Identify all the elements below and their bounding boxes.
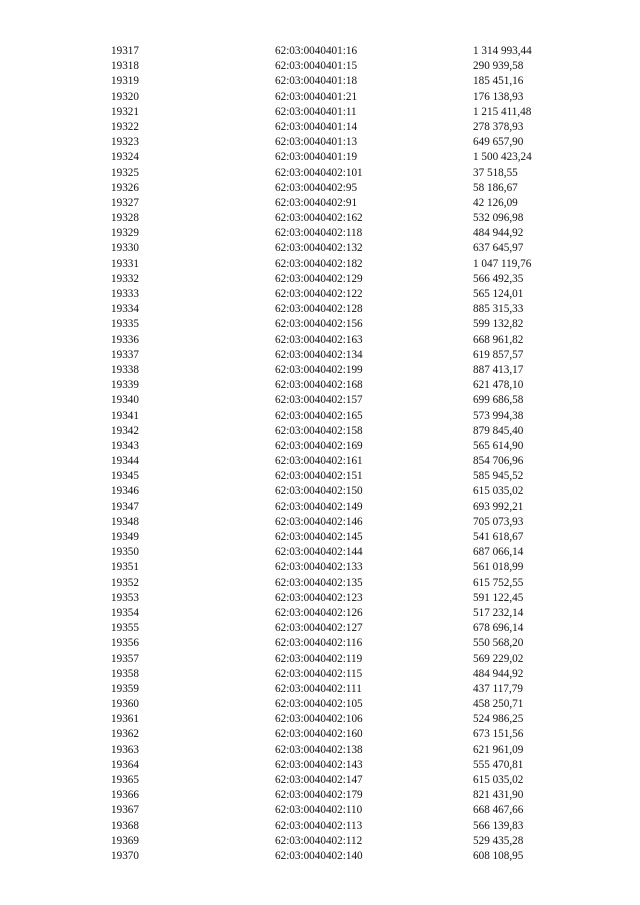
cadastral-value: 619 857,57 — [473, 348, 524, 361]
row-number: 19353 — [111, 591, 139, 604]
cadastral-value: 573 994,38 — [473, 409, 524, 422]
cadastral-number: 62:03:0040402:162 — [275, 212, 363, 225]
cadastral-number: 62:03:0040402:149 — [275, 500, 363, 513]
row-number: 19338 — [111, 363, 139, 376]
row-number: 19352 — [111, 576, 139, 589]
table-row — [0, 135, 640, 150]
cadastral-number: 62:03:0040402:182 — [275, 257, 363, 270]
cadastral-value: 569 229,02 — [473, 652, 524, 665]
cadastral-value: 687 066,14 — [473, 546, 524, 559]
cadastral-number: 62:03:0040402:112 — [275, 834, 363, 847]
cadastral-value: 561 018,99 — [473, 561, 524, 574]
cadastral-value: 1 047 119,76 — [473, 257, 532, 270]
cadastral-value: 821 431,90 — [473, 789, 524, 802]
table-row — [0, 682, 640, 697]
table-row — [0, 287, 640, 302]
cadastral-value: 585 945,52 — [473, 470, 524, 483]
cadastral-value: 185 451,16 — [473, 75, 524, 88]
cadastral-number: 62:03:0040401:14 — [275, 120, 358, 133]
cadastral-number: 62:03:0040402:133 — [275, 561, 363, 574]
cadastral-number: 62:03:0040402:116 — [275, 637, 363, 650]
cadastral-number: 62:03:0040402:101 — [275, 166, 363, 179]
cadastral-number: 62:03:0040402:127 — [275, 622, 363, 635]
cadastral-number: 62:03:0040402:138 — [275, 743, 363, 756]
table-row — [0, 333, 640, 348]
cadastral-number: 62:03:0040402:163 — [275, 333, 363, 346]
cadastral-number: 62:03:0040402:146 — [275, 515, 363, 528]
cadastral-value: 484 944,92 — [473, 227, 524, 240]
row-number: 19348 — [111, 515, 139, 528]
row-number: 19347 — [111, 500, 139, 513]
row-number: 19323 — [111, 136, 139, 149]
row-number: 19356 — [111, 637, 139, 650]
cadastral-number: 62:03:0040402:134 — [275, 348, 363, 361]
table-row — [0, 302, 640, 317]
row-number: 19355 — [111, 622, 139, 635]
table-row — [0, 621, 640, 636]
cadastral-number: 62:03:0040401:21 — [275, 90, 358, 103]
cadastral-number: 62:03:0040402:123 — [275, 591, 363, 604]
row-number: 19336 — [111, 333, 139, 346]
cadastral-number: 62:03:0040402:91 — [275, 196, 358, 209]
cadastral-value: 668 467,66 — [473, 804, 524, 817]
cadastral-value: 591 122,45 — [473, 591, 524, 604]
cadastral-value: 615 035,02 — [473, 774, 524, 786]
cadastral-value: 532 096,98 — [473, 212, 524, 225]
table-row — [0, 257, 640, 272]
table-row — [0, 272, 640, 287]
cadastral-number: 62:03:0040402:151 — [275, 470, 363, 483]
cadastral-number: 62:03:0040402:143 — [275, 758, 363, 771]
cadastral-value: 555 470,81 — [473, 758, 524, 771]
row-number: 19361 — [111, 713, 139, 726]
row-number: 19357 — [111, 652, 139, 665]
table-row — [0, 667, 640, 682]
cadastral-number: 62:03:0040401:13 — [275, 136, 358, 149]
row-number: 19322 — [111, 120, 139, 133]
row-number: 19354 — [111, 606, 139, 619]
cadastral-number: 62:03:0040402:144 — [275, 546, 363, 559]
cadastral-number: 62:03:0040402:129 — [275, 272, 363, 285]
row-number: 19335 — [111, 318, 139, 331]
cadastral-value: 673 151,56 — [473, 728, 524, 741]
cadastral-value: 615 035,02 — [473, 485, 524, 498]
table-row — [0, 409, 640, 424]
cadastral-value: 1 215 411,48 — [473, 105, 532, 118]
table-row — [0, 834, 640, 849]
cadastral-number: 62:03:0040402:105 — [275, 698, 363, 711]
cadastral-value: 278 378,93 — [473, 120, 524, 133]
row-number: 19344 — [111, 455, 139, 468]
cadastral-value: 517 232,14 — [473, 606, 524, 619]
table-row — [0, 743, 640, 758]
cadastral-value: 458 250,71 — [473, 698, 524, 711]
table-row — [0, 591, 640, 606]
table-row — [0, 712, 640, 727]
cadastral-value: 668 961,82 — [473, 333, 524, 346]
cadastral-value: 1 500 423,24 — [473, 151, 532, 164]
cadastral-number: 62:03:0040402:179 — [275, 789, 363, 802]
row-number: 19369 — [111, 834, 139, 847]
table-row — [0, 150, 640, 165]
row-number: 19341 — [111, 409, 139, 422]
cadastral-number: 62:03:0040402:115 — [275, 667, 363, 680]
row-number: 19365 — [111, 774, 139, 786]
cadastral-number: 62:03:0040402:161 — [275, 455, 363, 468]
row-number: 19364 — [111, 758, 139, 771]
cadastral-number: 62:03:0040402:118 — [275, 227, 363, 240]
table-row — [0, 363, 640, 378]
table-row — [0, 606, 640, 621]
row-number: 19330 — [111, 242, 139, 255]
row-number: 19319 — [111, 75, 139, 88]
cadastral-value: 290 939,58 — [473, 60, 524, 73]
cadastral-value: 484 944,92 — [473, 667, 524, 680]
cadastral-number: 62:03:0040402:140 — [275, 849, 363, 862]
row-number: 19370 — [111, 849, 139, 862]
row-number: 19343 — [111, 439, 139, 452]
cadastral-value: 565 614,90 — [473, 439, 524, 452]
cadastral-number: 62:03:0040402:119 — [275, 652, 363, 665]
cadastral-value: 879 845,40 — [473, 424, 524, 437]
cadastral-value: 437 117,79 — [473, 682, 523, 695]
table-row — [0, 44, 640, 59]
cadastral-number: 62:03:0040402:110 — [275, 804, 363, 817]
cadastral-number: 62:03:0040402:122 — [275, 288, 363, 300]
table-row — [0, 59, 640, 74]
table-row — [0, 226, 640, 241]
cadastral-value: 885 315,33 — [473, 303, 524, 316]
table-row — [0, 652, 640, 667]
cadastral-number: 62:03:0040401:16 — [275, 45, 358, 57]
cadastral-number: 62:03:0040402:145 — [275, 531, 363, 543]
cadastral-value: 176 138,93 — [473, 90, 524, 103]
table-row — [0, 120, 640, 135]
cadastral-number: 62:03:0040402:113 — [275, 819, 363, 832]
table-row — [0, 484, 640, 499]
row-number: 19320 — [111, 90, 139, 103]
table-row — [0, 500, 640, 515]
row-number: 19318 — [111, 60, 139, 73]
row-number: 19346 — [111, 485, 139, 498]
cadastral-number: 62:03:0040402:158 — [275, 424, 363, 437]
cadastral-value: 529 435,28 — [473, 834, 524, 847]
table-row — [0, 727, 640, 742]
cadastral-number: 62:03:0040402:165 — [275, 409, 363, 422]
table-row — [0, 576, 640, 591]
row-number: 19342 — [111, 424, 139, 437]
table-row — [0, 849, 640, 864]
cadastral-number: 62:03:0040402:160 — [275, 728, 363, 741]
cadastral-number: 62:03:0040402:126 — [275, 606, 363, 619]
table-row — [0, 181, 640, 196]
table-row — [0, 241, 640, 256]
cadastral-value: 541 618,67 — [473, 531, 524, 543]
cadastral-number: 62:03:0040402:168 — [275, 379, 363, 392]
cadastral-value: 1 314 993,44 — [473, 45, 532, 57]
table-row — [0, 819, 640, 834]
cadastral-number: 62:03:0040402:147 — [275, 774, 363, 786]
row-number: 19317 — [111, 45, 139, 57]
table-row — [0, 545, 640, 560]
cadastral-value: 649 657,90 — [473, 136, 524, 149]
cadastral-number: 62:03:0040402:95 — [275, 181, 358, 194]
cadastral-value: 608 108,95 — [473, 849, 524, 862]
table-row — [0, 393, 640, 408]
table-row — [0, 196, 640, 211]
table-row — [0, 515, 640, 530]
row-number: 19359 — [111, 682, 139, 695]
cadastral-number: 62:03:0040402:199 — [275, 363, 363, 376]
table-row — [0, 803, 640, 818]
table-row — [0, 348, 640, 363]
row-number: 19337 — [111, 348, 139, 361]
cadastral-value: 42 126,09 — [473, 196, 518, 209]
row-number: 19339 — [111, 379, 139, 392]
cadastral-number: 62:03:0040401:15 — [275, 60, 358, 73]
row-number: 19358 — [111, 667, 139, 680]
table-row — [0, 90, 640, 105]
row-number: 19328 — [111, 212, 139, 225]
row-number: 19362 — [111, 728, 139, 741]
row-number: 19334 — [111, 303, 139, 316]
table-row — [0, 636, 640, 651]
row-number: 19350 — [111, 546, 139, 559]
cadastral-number: 62:03:0040402:106 — [275, 713, 363, 726]
row-number: 19345 — [111, 470, 139, 483]
table-row — [0, 105, 640, 120]
table-row — [0, 424, 640, 439]
cadastral-value: 621 478,10 — [473, 379, 524, 392]
cadastral-value: 599 132,82 — [473, 318, 524, 331]
row-number: 19325 — [111, 166, 139, 179]
table-row — [0, 788, 640, 803]
row-number: 19351 — [111, 561, 139, 574]
cadastral-value: 637 645,97 — [473, 242, 524, 255]
table-row — [0, 758, 640, 773]
cadastral-value: 566 492,35 — [473, 272, 524, 285]
row-number: 19321 — [111, 105, 139, 118]
cadastral-number: 62:03:0040402:135 — [275, 576, 363, 589]
row-number: 19331 — [111, 257, 139, 270]
row-number: 19327 — [111, 196, 139, 209]
table-row — [0, 454, 640, 469]
table-row — [0, 469, 640, 484]
cadastral-number: 62:03:0040402:169 — [275, 439, 363, 452]
cadastral-value: 678 696,14 — [473, 622, 524, 635]
cadastral-number: 62:03:0040401:18 — [275, 75, 358, 88]
cadastral-number: 62:03:0040402:156 — [275, 318, 363, 331]
cadastral-number: 62:03:0040401:11 — [275, 105, 357, 118]
table-row — [0, 378, 640, 393]
table-row — [0, 211, 640, 226]
row-number: 19333 — [111, 288, 139, 300]
cadastral-number: 62:03:0040401:19 — [275, 151, 358, 164]
cadastral-value-table — [0, 44, 640, 864]
row-number: 19340 — [111, 394, 139, 407]
cadastral-number: 62:03:0040402:128 — [275, 303, 363, 316]
cadastral-value: 58 186,67 — [473, 181, 518, 194]
cadastral-value: 621 961,09 — [473, 743, 524, 756]
row-number: 19366 — [111, 789, 139, 802]
cadastral-value: 854 706,96 — [473, 455, 524, 468]
row-number: 19368 — [111, 819, 139, 832]
cadastral-value: 37 518,55 — [473, 166, 518, 179]
cadastral-value: 524 986,25 — [473, 713, 524, 726]
cadastral-number: 62:03:0040402:111 — [275, 682, 362, 695]
row-number: 19367 — [111, 804, 139, 817]
cadastral-number: 62:03:0040402:157 — [275, 394, 363, 407]
cadastral-number: 62:03:0040402:150 — [275, 485, 363, 498]
cadastral-value: 566 139,83 — [473, 819, 524, 832]
row-number: 19360 — [111, 698, 139, 711]
table-row — [0, 697, 640, 712]
cadastral-value: 705 073,93 — [473, 515, 524, 528]
table-row — [0, 74, 640, 89]
table-row — [0, 317, 640, 332]
row-number: 19363 — [111, 743, 139, 756]
cadastral-value: 565 124,01 — [473, 288, 524, 300]
table-row — [0, 439, 640, 454]
cadastral-value: 693 992,21 — [473, 500, 524, 513]
cadastral-value: 615 752,55 — [473, 576, 524, 589]
cadastral-number: 62:03:0040402:132 — [275, 242, 363, 255]
table-row — [0, 530, 640, 545]
row-number: 19326 — [111, 181, 139, 194]
cadastral-value: 550 568,20 — [473, 637, 524, 650]
row-number: 19324 — [111, 151, 139, 164]
table-row — [0, 166, 640, 181]
row-number: 19332 — [111, 272, 139, 285]
row-number: 19329 — [111, 227, 139, 240]
cadastral-value: 887 413,17 — [473, 363, 524, 376]
table-row — [0, 773, 640, 788]
row-number: 19349 — [111, 531, 139, 543]
cadastral-value: 699 686,58 — [473, 394, 524, 407]
table-row — [0, 560, 640, 575]
